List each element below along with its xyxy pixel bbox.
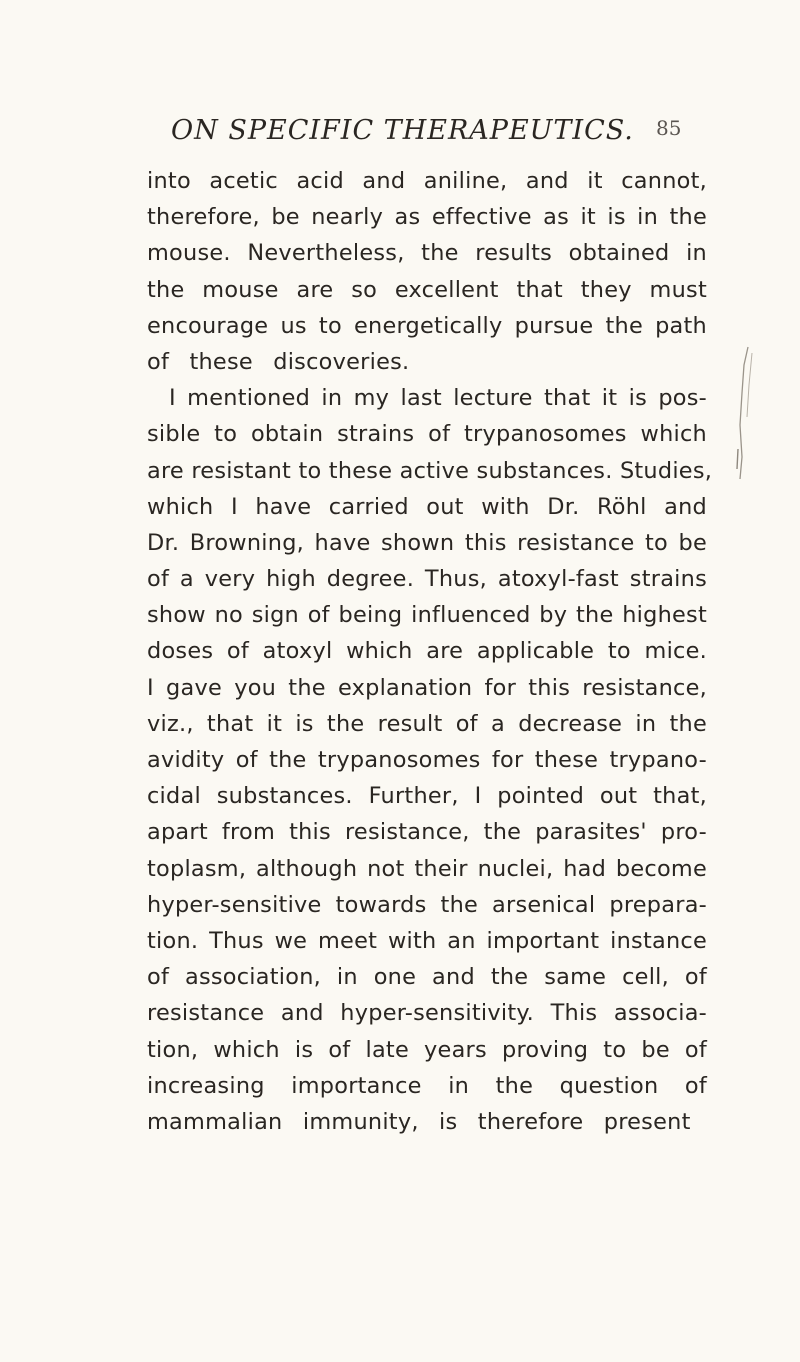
text-line: avidity of the trypanosomes for these trypano- <box>147 747 707 773</box>
text-line: show no sign of being influenced by the highest <box>147 602 707 629</box>
margin-binding-mark <box>730 345 760 485</box>
text-line: tion. Thus we meet with an important instance <box>147 927 707 954</box>
running-head <box>0 114 800 154</box>
text-line: encourage us to energetically pursue the path <box>147 312 707 339</box>
text-line: are resistant to these active substances. Studies, <box>147 457 713 484</box>
text-line: apart from this resistance, the parasites' pro- <box>147 819 707 846</box>
text-line: mammalian immunity, is therefore present <box>147 1108 691 1135</box>
text-line: toplasm, although not their nuclei, had become <box>147 855 707 882</box>
text-line: doses of atoxyl which are applicable to mice. <box>147 638 707 665</box>
body-text <box>147 163 713 1140</box>
text-line: tion, which is of late years proving to be of <box>147 1036 707 1063</box>
text-line: which I have carried out with Dr. Röhl and <box>147 493 707 520</box>
text-line: increasing importance in the question of <box>147 1072 707 1099</box>
text-line: into acetic acid and aniline, and it cannot, <box>147 168 707 194</box>
text-line: viz., that it is the result of a decrease in the <box>147 710 707 737</box>
text-line: of these discoveries. <box>147 348 410 375</box>
text-line: therefore, be nearly as effective as it is in the <box>147 204 707 231</box>
text-line: hyper-sensitive towards the arsenical prepara- <box>147 891 707 918</box>
text-line: mouse. Nevertheless, the results obtained in <box>147 240 707 267</box>
text-line: resistance and hyper-sensitivity. This associa- <box>147 1000 707 1027</box>
text-line: Dr. Browning, have shown this resistance to be <box>147 529 707 556</box>
text-line: the mouse are so excellent that they must <box>147 276 707 303</box>
text-line: of a very high degree. Thus, atoxyl-fast strains <box>147 566 707 593</box>
text-line: cidal substances. Further, I pointed out that, <box>147 783 707 810</box>
running-title: ON SPECIFIC THERAPEUTICS. <box>171 115 634 146</box>
page-number: 85 <box>656 116 682 140</box>
text-line: of association, in one and the same cell, of <box>147 964 707 991</box>
text-line: I mentioned in my last lecture that it is pos- <box>169 385 707 412</box>
text-line: sible to obtain strains of trypanosomes which <box>147 421 707 448</box>
text-line: I gave you the explanation for this resistance, <box>147 674 707 701</box>
